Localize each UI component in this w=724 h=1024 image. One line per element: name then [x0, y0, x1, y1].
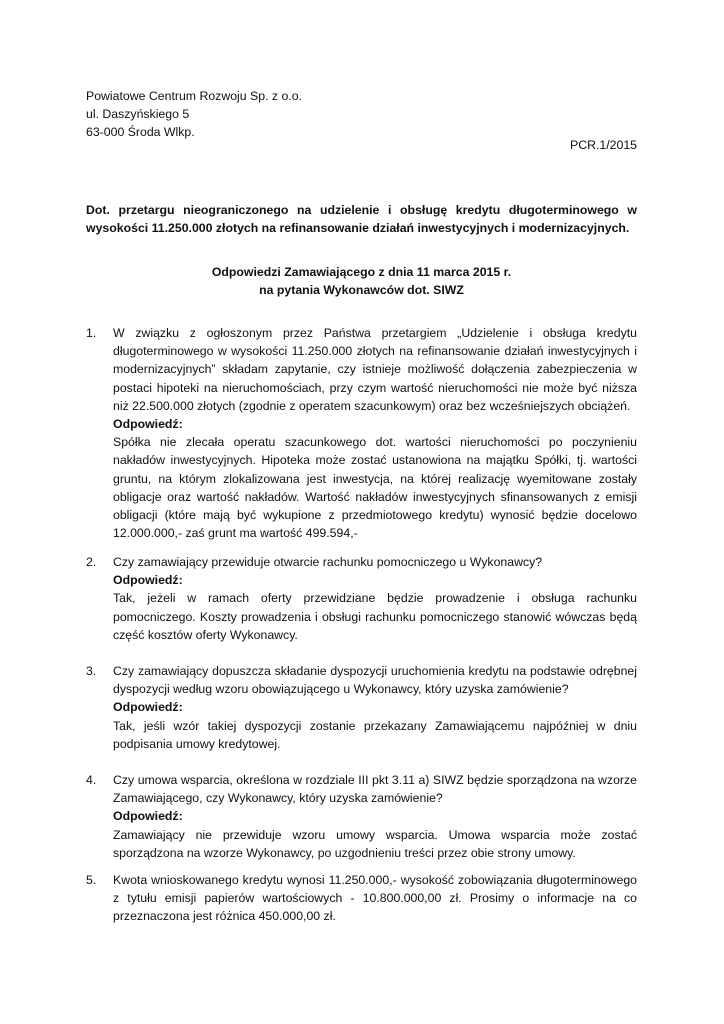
sender-name: Powiatowe Centrum Rozwoju Sp. z o.o.	[86, 89, 302, 103]
answer-text: Tak, jeśli wzór takiej dyspozycji zostanie przekazany Zamawiającemu najpóźniej w dniu podpisania umowy kredytowej.	[113, 718, 637, 751]
sender-address	[86, 87, 302, 142]
question-text: Kwota wnioskowanego kredytu wynosi 11.250.000,- wysokość zobowiązania długoterminowego z tytułu emisji papierów wartościowych - 10.800.000,00 zł. Prosimy o informacje na co przeznaczona jest różnica 450.000,00 zł.	[113, 873, 637, 924]
qa-item-3	[86, 662, 637, 753]
item-number: 2.	[86, 555, 97, 569]
reference-number: PCR.1/2015	[570, 138, 637, 152]
answer-text: Tak, jeżeli w ramach oferty przewidziane będzie prowadzenie i obsługa rachunku pomocniczego. Koszty prowadzenia i obsługi rachunku pomocniczego stanowić wówczas będą część kosztów oferty Wykonawcy.	[113, 591, 637, 642]
sender-street: ul. Daszyńskiego 5	[86, 107, 190, 122]
document-heading	[86, 263, 637, 299]
qa-item-2	[86, 553, 637, 644]
question-text: Czy zamawiający przewiduje otwarcie rachunku pomocniczego u Wykonawcy?	[113, 555, 543, 569]
answer-text: Zamawiający nie przewiduje wzoru umowy wsparcia. Umowa wsparcia może zostać sporządzona na wzorze Wykonawcy, po uzgodnieniu treści przez obie strony umowy.	[113, 827, 637, 860]
question-text: W związku z ogłoszonym przez Państwa przetargiem „Udzielenie i obsługa kredytu długoterminowego w wysokości 11.250.000 złotych na refinansowanie działań inwestycyjnych i modernizacyjnych” składam zapytanie, czy istnieje możliwość dołączenia zabezpieczenia w postaci hipoteki na nieruchomościach, przy czym wartość nieruchomości nie może być niższa niż 22.500.000 złotych (zgodnie z operatem szacunkowym) oraz bez wcześniejszych obciążeń.	[113, 326, 637, 413]
item-number: 1.	[86, 326, 97, 340]
question-text: Czy umowa wsparcia, określona w rozdziale III pkt 3.11 a) SIWZ będzie sporządzona na wzorze Zamawiającego, czy Wykonawcy, który uzyska zamówienie?	[113, 773, 637, 806]
answer-text: Spółka nie zlecała operatu szacunkowego dot. wartości nieruchomości po poczynieniu nakładów inwestycyjnych. Hipoteka może zostać ustanowiona na majątku Spółki, tj. wartości gruntu, na którym zlokalizowana jest inwestycja, na której realizację wyemitowane zostały obligacje oraz wartość nakładów. Wartość nakładów inwestycyjnych sfinansowanych z emisji obligacji (które mają być wykupione z przedmiotowego kredytu) wynosić będzie docelowo 12.000.000,- zaś grunt ma wartość 499.594,-	[113, 435, 637, 541]
subject-line: Dot. przetargu nieograniczonego na udzielenie i obsługę kredytu długoterminowego w wysokości 11.250.000 złotych na refinansowanie działań inwestycyjnych i modernizacyjnych.	[86, 203, 637, 236]
answer-label: Odpowiedź:	[113, 417, 183, 432]
heading-line-1: Odpowiedzi Zamawiającego z dnia 11 marca 2015 r.	[211, 265, 512, 279]
heading-line-2: na pytania Wykonawców dot. SIWZ	[259, 283, 464, 298]
item-number: 5.	[86, 873, 97, 887]
answer-label: Odpowiedź:	[113, 809, 183, 824]
qa-item-4	[86, 771, 637, 862]
qa-item-1	[86, 324, 637, 542]
item-number: 4.	[86, 773, 97, 787]
qa-item-5	[86, 871, 637, 926]
answer-label: Odpowiedź:	[113, 573, 183, 588]
item-number: 3.	[86, 664, 97, 678]
answer-label: Odpowiedź:	[113, 700, 183, 715]
sender-city: 63-000 Środa Wlkp.	[86, 125, 195, 140]
question-text: Czy zamawiający dopuszcza składanie dyspozycji uruchomienia kredytu na podstawie odrębnej dyspozycji według wzoru obowiązującego u Wykonawcy, który uzyska zamówienie?	[113, 664, 637, 697]
